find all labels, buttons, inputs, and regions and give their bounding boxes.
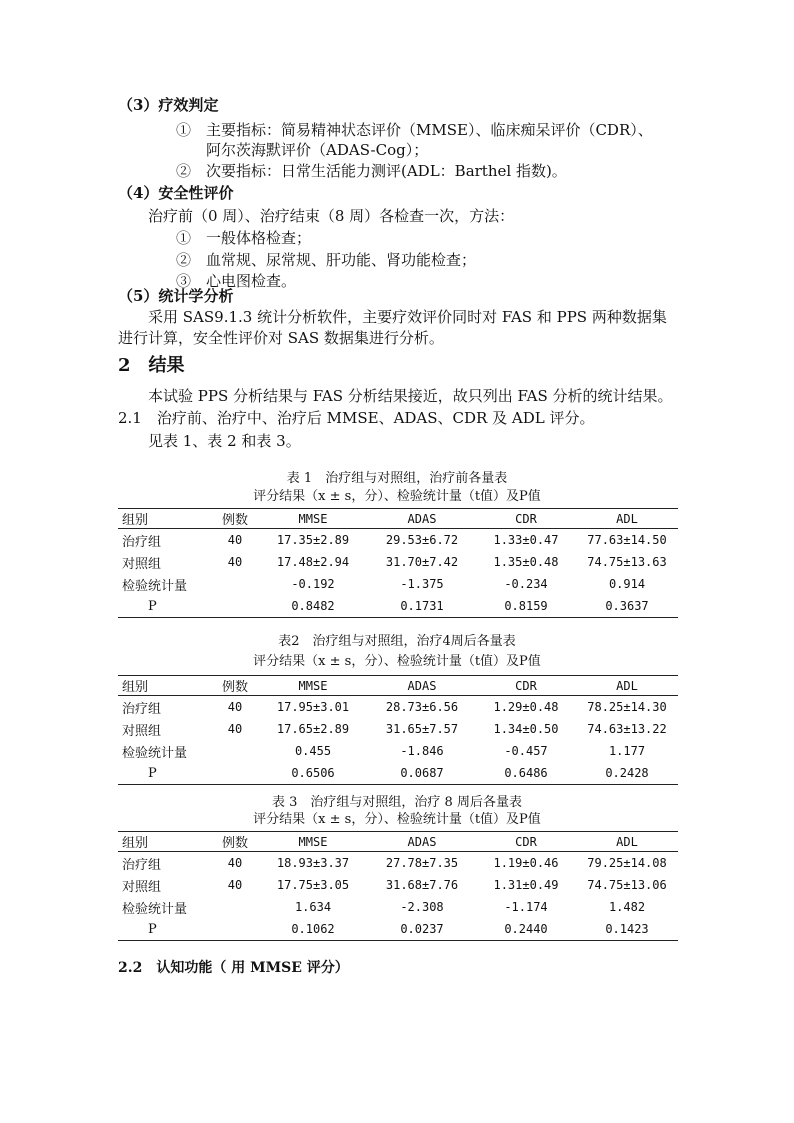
table-cell: 40	[227, 878, 243, 892]
table-cell: 检验统计量	[122, 901, 188, 917]
col-header: ADL	[576, 832, 678, 852]
table-cell: 0.455	[294, 744, 332, 758]
efficacy-item1-line2: 阿尔茨海默评价（ADAS-Cog）；	[206, 141, 429, 159]
table-3	[118, 831, 678, 941]
table-cell	[212, 573, 258, 595]
table-row	[118, 551, 678, 573]
table-cell: -1.375	[400, 577, 444, 591]
stats-line1: 采用 SAS9.1.3 统计分析软件，主要疗效评价同时对 FAS 和 PPS 两种数据集	[148, 308, 667, 326]
table-row	[118, 762, 678, 785]
stats-heading: （5）统计学分析	[118, 287, 234, 305]
table-cell	[212, 896, 258, 918]
table-cell: 0.8159	[476, 595, 576, 618]
table-cell: 治疗组	[122, 857, 162, 873]
table-row	[118, 529, 678, 552]
table-cell: -2.308	[400, 900, 444, 914]
table-cell: 1.29±0.48	[493, 700, 559, 714]
table-cell: 40	[227, 700, 243, 714]
table-row	[118, 595, 678, 618]
table-row	[118, 696, 678, 719]
table-cell: 17.75±3.05	[276, 878, 350, 892]
table-cell: 79.25±14.08	[587, 856, 667, 870]
safety-item1: ① 一般体格检查；	[176, 229, 312, 247]
col-header: CDR	[476, 509, 576, 529]
table-cell: 治疗组	[122, 534, 162, 550]
table-row	[118, 896, 678, 918]
table-cell: 40	[227, 856, 243, 870]
table-cell	[212, 918, 258, 941]
table-cell: 74.63±13.22	[587, 722, 667, 736]
table1-caption-sub: 评分结果（x ± s，分）、检验统计量（t值）及P值	[253, 489, 541, 504]
col-header: 例数	[212, 509, 258, 529]
col-header: ADL	[576, 509, 678, 529]
table-cell: 31.68±7.76	[385, 878, 459, 892]
results-heading: 2 结果	[118, 355, 185, 376]
table-cell: 29.53±6.72	[385, 533, 459, 547]
col-header: CDR	[476, 832, 576, 852]
subsection-2-1: 2.1 治疗前、治疗中、治疗后 MMSE、ADAS、CDR 及 ADL 评分。	[118, 409, 595, 427]
col-header: 组别	[118, 509, 212, 529]
table-cell: 对照组	[122, 556, 162, 572]
table3-caption-sub: 评分结果（x ± s，分）、检验统计量（t值）及P值	[253, 812, 541, 827]
safety-item3: ③ 心电图检查。	[176, 272, 297, 290]
table-cell: 77.63±14.50	[587, 533, 667, 547]
table-row	[118, 740, 678, 762]
col-header: MMSE	[258, 676, 368, 696]
table-cell: 检验统计量	[122, 745, 188, 761]
table-cell: P	[118, 918, 212, 941]
table-cell: -0.192	[291, 577, 335, 591]
col-header: 组别	[118, 676, 212, 696]
table-cell: 1.19±0.46	[493, 856, 559, 870]
table-cell	[212, 595, 258, 618]
table-row	[118, 573, 678, 595]
table-cell: 0.1731	[368, 595, 476, 618]
col-header: MMSE	[258, 509, 368, 529]
table-cell: 0.2440	[476, 918, 576, 941]
table-cell: 0.0237	[368, 918, 476, 941]
table-cell: 74.75±13.63	[587, 555, 667, 569]
table-cell: 40	[227, 533, 243, 547]
safety-heading: （4）安全性评价	[118, 184, 234, 202]
efficacy-heading: （3）疗效判定	[118, 96, 219, 114]
table-row	[118, 918, 678, 941]
table-cell: 31.65±7.57	[385, 722, 459, 736]
table-header-row	[118, 509, 678, 529]
table-cell: 1.35±0.48	[493, 555, 559, 569]
safety-intro: 治疗前（0 周）、治疗结束（8 周）各检查一次，方法：	[148, 207, 515, 225]
table-row	[118, 718, 678, 740]
table-cell: 对照组	[122, 879, 162, 895]
table-header-row	[118, 832, 678, 852]
table-cell: 治疗组	[122, 701, 162, 717]
col-header: ADAS	[368, 832, 476, 852]
table-cell: 0.3637	[576, 595, 678, 618]
table-cell: 检验统计量	[122, 578, 188, 594]
table-cell: 0.6506	[258, 762, 368, 785]
table-cell: 0.0687	[368, 762, 476, 785]
table-cell: 78.25±14.30	[587, 700, 667, 714]
table-cell: 0.8482	[258, 595, 368, 618]
table-cell: -0.457	[504, 744, 548, 758]
efficacy-item2: ② 次要指标：日常生活能力测评(ADL：Barthel 指数)。	[176, 162, 567, 180]
subsection-2-2: 2.2 认知功能（ 用 MMSE 评分）	[118, 960, 349, 976]
table-cell: 17.48±2.94	[276, 555, 350, 569]
table-cell: 74.75±13.06	[587, 878, 667, 892]
table-1	[118, 508, 678, 618]
table2-caption: 表2 治疗组与对照组，治疗4周后各量表	[278, 634, 516, 649]
table-cell: 28.73±6.56	[385, 700, 459, 714]
col-header: MMSE	[258, 832, 368, 852]
table-cell: 1.33±0.47	[493, 533, 559, 547]
table-cell: P	[118, 595, 212, 618]
table-row	[118, 874, 678, 896]
table-cell: 0.2428	[576, 762, 678, 785]
table-cell	[212, 740, 258, 762]
table3-caption: 表 3 治疗组与对照组，治疗 8 周后各量表	[272, 795, 522, 810]
table-cell: 17.95±3.01	[276, 700, 350, 714]
col-header: 例数	[212, 676, 258, 696]
table-cell: 40	[227, 722, 243, 736]
table-cell: 17.65±2.89	[276, 722, 350, 736]
efficacy-item1-line1: ① 主要指标：简易精神状态评价（MMSE）、临床痴呆评价（CDR）、	[176, 121, 653, 139]
table-cell: 0.1423	[576, 918, 678, 941]
table2-caption-sub: 评分结果（x ± s，分）、检验统计量（t值）及P值	[253, 654, 541, 669]
stats-line2: 进行计算，安全性评价对 SAS 数据集进行分析。	[118, 329, 444, 347]
col-header: ADL	[576, 676, 678, 696]
table-cell: P	[118, 762, 212, 785]
col-header: ADAS	[368, 509, 476, 529]
subsection-2-1-note: 见表 1、表 2 和表 3。	[148, 432, 301, 450]
table-cell: 0.6486	[476, 762, 576, 785]
table-cell: 18.93±3.37	[276, 856, 350, 870]
table-cell: 1.482	[608, 900, 646, 914]
table-cell: -1.846	[400, 744, 444, 758]
table-cell: 40	[227, 555, 243, 569]
table-2	[118, 675, 678, 785]
table-header-row	[118, 676, 678, 696]
table-row	[118, 852, 678, 875]
table-cell: 0.1062	[258, 918, 368, 941]
table-cell: 0.914	[608, 577, 646, 591]
table-cell: 27.78±7.35	[385, 856, 459, 870]
table-cell: -0.234	[504, 577, 548, 591]
table-cell: 1.31±0.49	[493, 878, 559, 892]
col-header: 例数	[212, 832, 258, 852]
table-cell: -1.174	[504, 900, 548, 914]
table-cell: 31.70±7.42	[385, 555, 459, 569]
table1-caption: 表 1 治疗组与对照组，治疗前各量表	[286, 471, 508, 486]
results-line1: 本试验 PPS 分析结果与 FAS 分析结果接近，故只列出 FAS 分析的统计结果。	[148, 387, 673, 405]
table-cell: 17.35±2.89	[276, 533, 350, 547]
safety-item2: ② 血常规、尿常规、肝功能、肾功能检查；	[176, 251, 477, 269]
table-cell	[212, 762, 258, 785]
col-header: CDR	[476, 676, 576, 696]
col-header: 组别	[118, 832, 212, 852]
col-header: ADAS	[368, 676, 476, 696]
table-cell: 1.177	[608, 744, 646, 758]
table-cell: 1.634	[294, 900, 332, 914]
table-cell: 对照组	[122, 723, 162, 739]
table-cell: 1.34±0.50	[493, 722, 559, 736]
